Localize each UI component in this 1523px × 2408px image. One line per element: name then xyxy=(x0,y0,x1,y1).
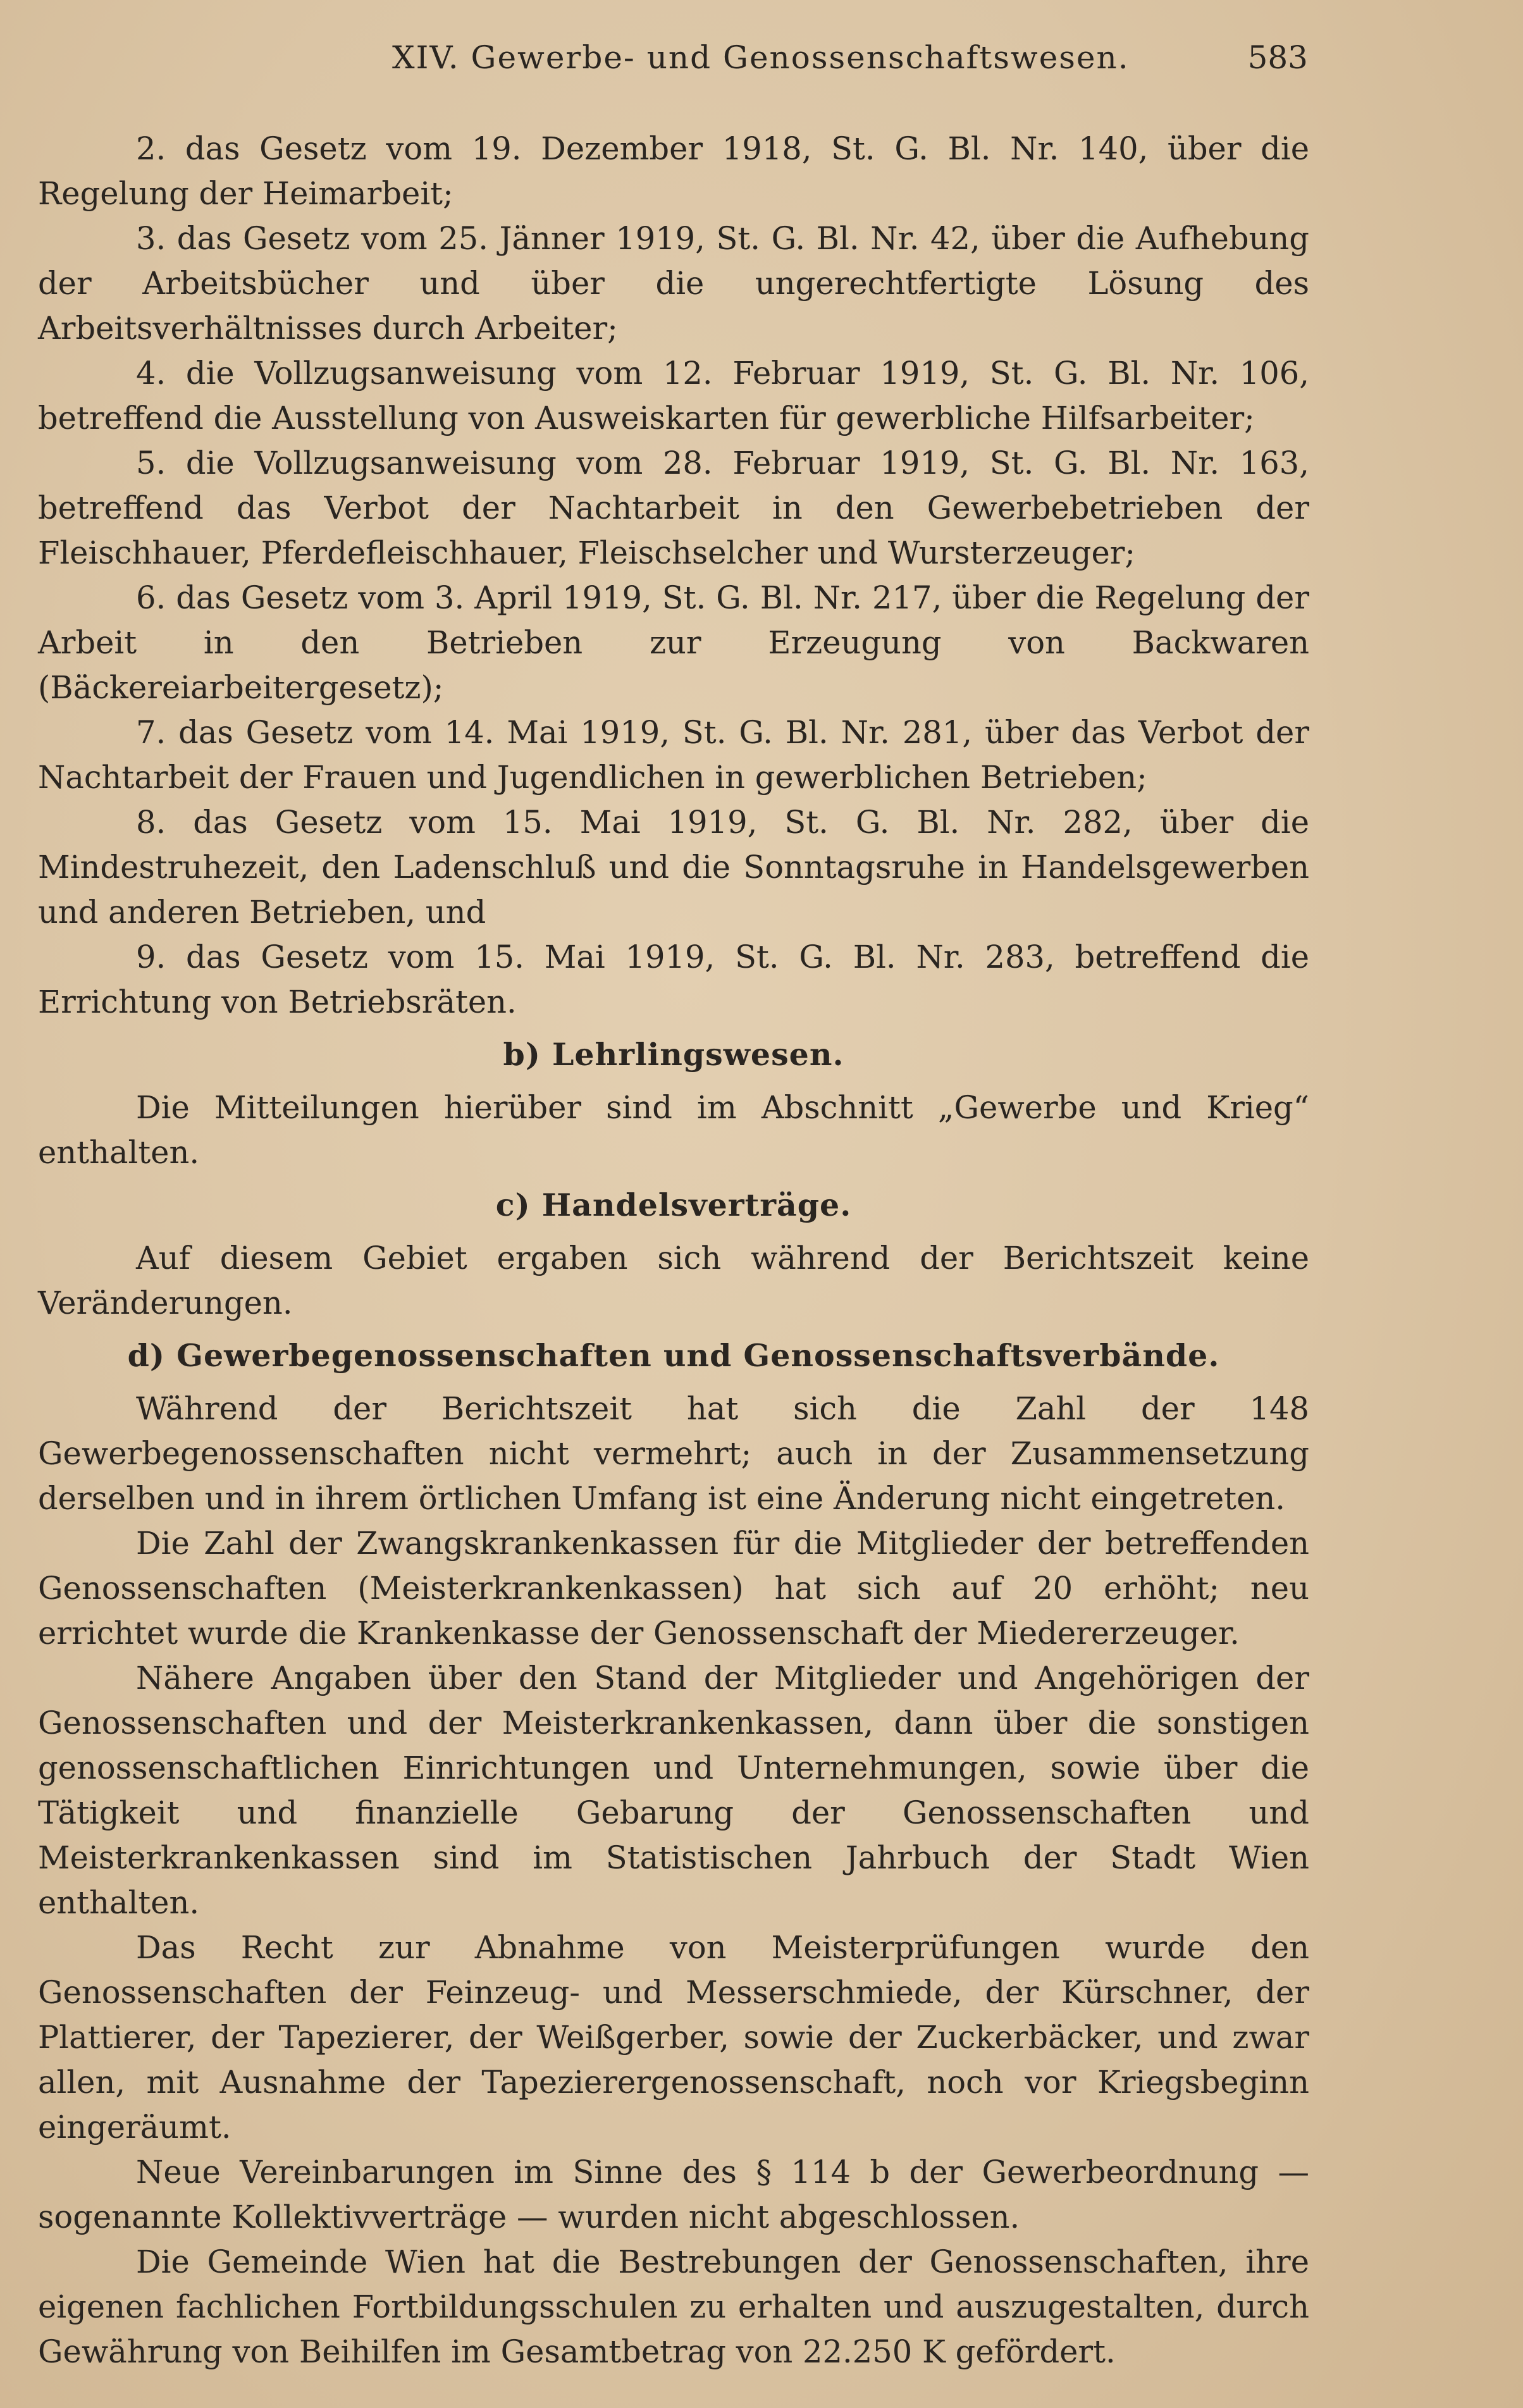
running-header xyxy=(0,33,1523,83)
section-heading-gewerbegenossenschaften: d) Gewerbegenossenschaften und Genossenschaftsverbände. xyxy=(127,1337,1220,1374)
section-paragraph: Die Gemeinde Wien hat die Bestrebungen der Genossenschaften, ihre eigenen fachlichen Fortbildungsschulen zu erhalten und auszugestalten, durch Gewährung von Beihilfen im Gesamtbetrag von 22.250 K gefördert. xyxy=(38,2244,1309,2370)
section-heading-lehrlingswesen: b) Lehrlingswesen. xyxy=(503,1036,844,1073)
law-item: 9. das Gesetz vom 15. Mai 1919, St. G. Bl. Nr. 283, betreffend die Errichtung von Betriebsräten. xyxy=(38,939,1309,1020)
body-text xyxy=(38,127,1309,2374)
law-item: 2. das Gesetz vom 19. Dezember 1918, St. G. Bl. Nr. 140, über die Regelung der Heimarbeit; xyxy=(38,130,1309,212)
header-title: XIV. Gewerbe- und Genossenschaftswesen. xyxy=(392,39,1130,76)
law-item: 5. die Vollzugsanweisung vom 28. Februar 1919, St. G. Bl. Nr. 163, betreffend das Verbot der Nachtarbeit in den Gewerbebetrieben der Fleischhauer, Pferdefleischhauer, Fleischselcher und Wursterzeuger; xyxy=(38,445,1309,571)
section-paragraph: Auf diesem Gebiet ergaben sich während der Berichtszeit keine Veränderungen. xyxy=(38,1240,1309,1321)
section-paragraph: Neue Vereinbarungen im Sinne des § 114 b der Gewerbeordnung — sogenannte Kollektivverträge — wurden nicht abgeschlossen. xyxy=(38,2154,1309,2235)
section-heading-handelsvertraege: c) Handelsverträge. xyxy=(495,1187,852,1223)
section-paragraph: Die Mitteilungen hierüber sind im Abschnitt „Gewerbe und Krieg“ enthalten. xyxy=(38,1089,1309,1171)
section-paragraph: Das Recht zur Abnahme von Meisterprüfungen wurde den Genossenschaften der Feinzeug- und Messerschmiede, der Kürschner, der Plattierer, der Tapezierer, der Weißgerber, sowie der Zuckerbäcker, und zwar allen, mit Ausnahme der Tapezierergenossenschaft, noch vor Kriegsbeginn eingeräumt. xyxy=(38,1929,1309,2146)
section-paragraph: Die Zahl der Zwangskrankenkassen für die Mitglieder der betreffenden Genossenschaften (Meisterkrankenkassen) hat sich auf 20 erhöht; neu errichtet wurde die Krankenkasse der Genossenschaft der Miedererzeuger. xyxy=(38,1525,1309,1652)
law-item: 8. das Gesetz vom 15. Mai 1919, St. G. Bl. Nr. 282, über die Mindestruhezeit, den Ladenschluß und die Sonntagsruhe in Handelsgewerben und anderen Betrieben, und xyxy=(38,804,1309,930)
law-item: 3. das Gesetz vom 25. Jänner 1919, St. G. Bl. Nr. 42, über die Aufhebung der Arbeitsbücher und über die ungerechtfertigte Lösung des Arbeitsverhältnisses durch Arbeiter; xyxy=(38,220,1309,347)
law-item: 7. das Gesetz vom 14. Mai 1919, St. G. Bl. Nr. 281, über das Verbot der Nachtarbeit der Frauen und Jugendlichen in gewerblichen Betrieben; xyxy=(38,714,1309,796)
section-paragraph: Nähere Angaben über den Stand der Mitglieder und Angehörigen der Genossenschaften und der Meisterkrankenkassen, dann über die sonstigen genossenschaftlichen Einrichtungen und Unternehmungen, sowie über die Tätigkeit und finanzielle Gebarung der Genossenschaften und Meisterkrankenkassen sind im Statistischen Jahrbuch der Stadt Wien enthalten. xyxy=(38,1660,1309,1921)
page-number: 583 xyxy=(1247,39,1308,76)
law-item: 6. das Gesetz vom 3. April 1919, St. G. Bl. Nr. 217, über die Regelung der Arbeit in den Betrieben zur Erzeugung von Backwaren (Bäckereiarbeitergesetz); xyxy=(38,579,1309,706)
section-paragraph: Während der Berichtszeit hat sich die Zahl der 148 Gewerbegenossenschaften nicht vermehrt; auch in der Zusammensetzung derselben und in ihrem örtlichen Umfang ist eine Änderung nicht eingetreten. xyxy=(38,1390,1309,1517)
law-item: 4. die Vollzugsanweisung vom 12. Februar 1919, St. G. Bl. Nr. 106, betreffend die Ausstellung von Ausweiskarten für gewerbliche Hilfsarbeiter; xyxy=(38,355,1309,436)
